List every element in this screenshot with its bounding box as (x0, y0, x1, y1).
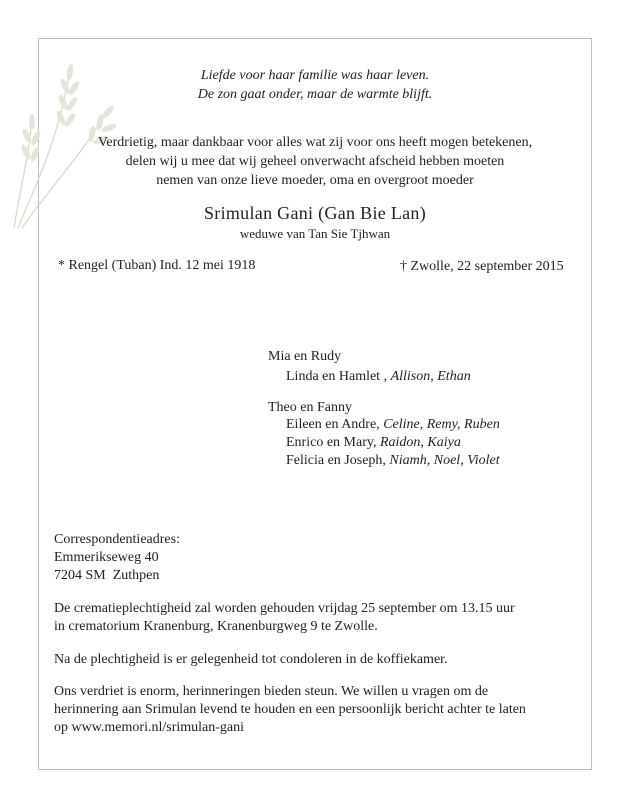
poem-line-2: De zon gaat onder, maar de warmte blijft. (197, 87, 433, 102)
family-parents-2: Theo en Fanny (268, 400, 352, 415)
intro-line-3: nemen van onze lieve moeder, oma en overgroot moeder (156, 173, 474, 188)
birth-info: * Rengel (Tuban) Ind. 12 mei 1918 (58, 258, 256, 273)
family-child-row (286, 433, 461, 452)
family-child-row (286, 415, 500, 434)
family-child-row (286, 367, 471, 386)
deceased-name: Srimulan Gani (Gan Bie Lan) (203, 203, 427, 223)
correspondence-street: Emmerikseweg 40 (54, 550, 159, 565)
child-couple: Eileen en Andre, (286, 417, 380, 432)
ceremony-line-2: in crematorium Kranenburg, Kranenburgweg 9 te Zwolle. (54, 619, 378, 634)
correspondence-label: Correspondentieadres: (54, 532, 180, 547)
grandchildren: Raidon, Kaiya (379, 435, 461, 450)
poem-line-1: Liefde voor haar familie was haar leven. (200, 68, 430, 83)
closing-line-2: herinnering aan Srimulan levend te houden en een persoonlijk bericht achter te laten (54, 702, 526, 717)
child-couple: Felicia en Joseph, (286, 453, 386, 468)
grandchildren: Celine, Remy, Ruben (383, 417, 500, 432)
family-parents-1: Mia en Rudy (268, 349, 342, 364)
closing-line-1: Ons verdriet is enorm, herinneringen bieden steun. We willen u vragen om de (54, 684, 489, 699)
death-info: † Zwolle, 22 september 2015 (400, 259, 564, 274)
child-couple: Linda en Hamlet , (286, 369, 388, 384)
intro-line-1: Verdrietig, maar dankbaar voor alles wat zij voor ons heeft mogen betekenen, (97, 135, 533, 150)
grandchildren: Allison, Ethan (390, 369, 471, 384)
correspondence-city: 7204 SM Zuthpen (54, 568, 160, 583)
family-child-row (286, 451, 500, 470)
condolence-note: Na de plechtigheid is er gelegenheid tot condoleren in de koffiekamer. (54, 652, 448, 667)
closing-line-3: op www.memori.nl/srimulan-gani (54, 720, 245, 735)
child-couple: Enrico en Mary, (286, 435, 377, 450)
intro-line-2: delen wij u mee dat wij geheel onverwacht afscheid hebben moeten (125, 154, 505, 169)
grandchildren: Niamh, Noel, Violet (389, 453, 500, 468)
ceremony-line-1: De crematieplechtigheid zal worden gehouden vrijdag 25 september om 13.15 uur (54, 601, 515, 616)
deceased-subtitle: weduwe van Tan Sie Tjhwan (239, 226, 391, 241)
